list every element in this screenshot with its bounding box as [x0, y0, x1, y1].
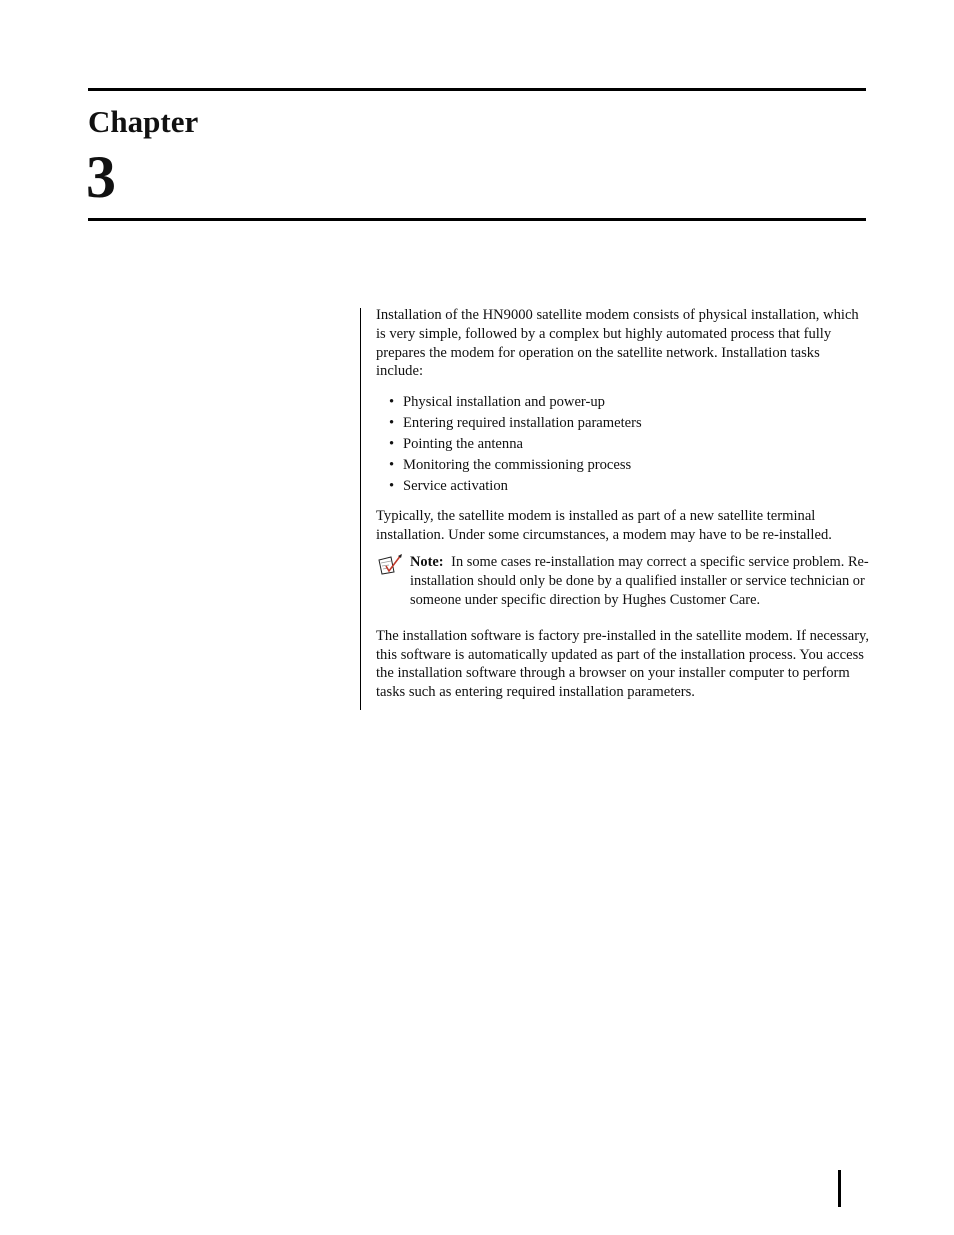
list-item-text: Entering required installation parameters [403, 415, 642, 432]
note-pencil-icon [377, 553, 403, 575]
typical-paragraph: Typically, the satellite modem is installed as part of a new satellite terminal installation. Under some circumstances, a modem may have to be re-installed. [376, 508, 832, 543]
intro-paragraph: Installation of the HN9000 satellite modem consists of physical installation, which is very simple, followed by a complex but highly automated process that fully prepares the modem for operation on the satellite network. Installation tasks include: [376, 307, 859, 380]
chapter-top-rule [88, 88, 866, 91]
bullet-icon: • [389, 436, 395, 453]
bullet-icon: • [389, 394, 395, 411]
installation-task-list [376, 392, 870, 497]
list-item [376, 434, 870, 455]
list-item-text: Pointing the antenna [403, 436, 523, 453]
note-text: In some cases re-installation may correct a specific service problem. Re-installation should only be done by a qualified installer or service technician or someone under specific direction by Hughes Customer Care. [410, 553, 869, 608]
list-item [376, 455, 870, 476]
chapter-bottom-rule [88, 218, 866, 221]
chapter-number: 3 [86, 144, 116, 210]
list-item [376, 392, 870, 413]
list-item [376, 413, 870, 434]
list-item-text: Service activation [403, 478, 508, 495]
page-marker-bar [838, 1170, 841, 1207]
bullet-icon: • [389, 457, 395, 474]
content-side-bar [360, 308, 361, 710]
software-paragraph: The installation software is factory pre-installed in the satellite modem. If necessary, this software is automatically updated as part of the installation process. You access the installation software through a browser on your installer computer to perform tasks such as entering required installation parameters. [376, 627, 870, 701]
note-label: Note: [410, 553, 444, 570]
note-block [376, 553, 870, 610]
list-item-text: Monitoring the commissioning process [403, 457, 632, 474]
chapter-content [376, 306, 870, 702]
bullet-icon: • [389, 478, 395, 495]
list-item [376, 476, 870, 497]
bullet-icon: • [389, 415, 395, 432]
chapter-label: Chapter [88, 104, 199, 139]
list-item-text: Physical installation and power-up [403, 394, 605, 411]
